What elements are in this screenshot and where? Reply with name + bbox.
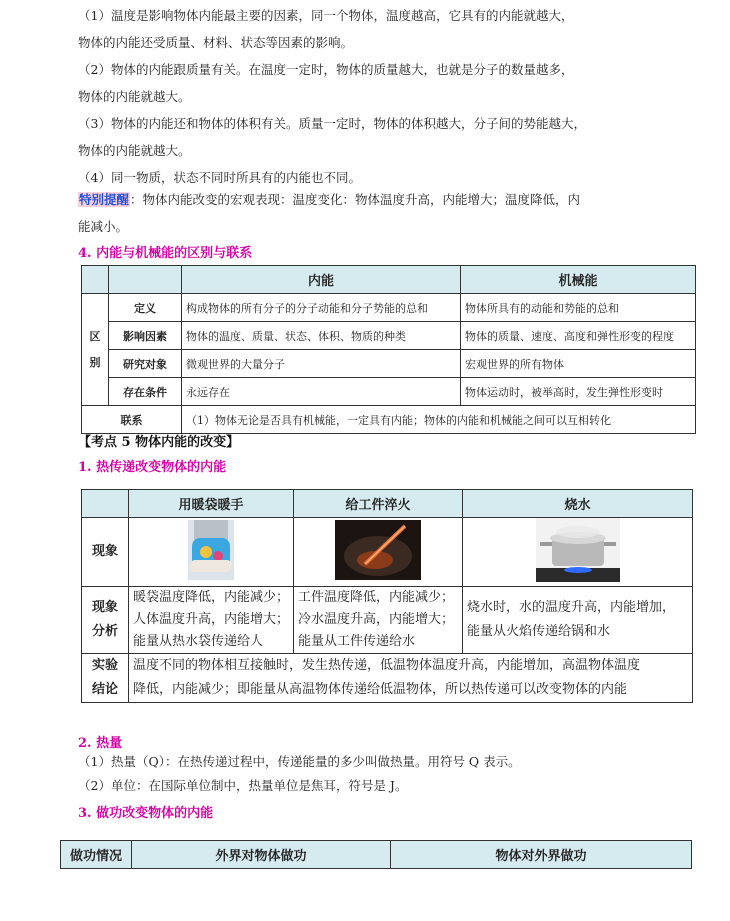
col-header-boiling: 烧水 — [463, 490, 693, 518]
boiling-pot-image — [536, 518, 620, 586]
work-table — [60, 840, 692, 869]
cell-internal-object: 微观世界的大量分子 — [182, 350, 461, 378]
paragraph-3-line-2: 物体的内能就越大。 — [78, 143, 191, 158]
col-header-mechanical: 机械能 — [461, 266, 696, 294]
row-label-conclusion: 实验 结论 — [82, 654, 129, 703]
note-line-2: 能减小。 — [78, 219, 129, 234]
row-label-phenomenon: 现象 — [82, 518, 129, 587]
cell-internal-definition: 构成物体的所有分子的分子动能和分子势能的总和 — [182, 294, 461, 322]
image-cell-hand-warmer — [129, 518, 294, 587]
paragraph-3-line-1: （3）物体的内能还和物体的体积有关。质量一定时，物体的体积越大，分子间的势能越大， — [78, 116, 586, 131]
note-tag: 特别提醒 — [79, 192, 130, 207]
cell-mechanical-factors: 物体的质量、速度、高度和弹性形变的程度 — [461, 322, 696, 350]
table-corner — [82, 266, 109, 294]
col-header-object-on-external: 物体对外界做功 — [391, 841, 692, 869]
quenching-image — [335, 520, 421, 584]
paragraph-1-line-1: （1）温度是影响物体内能最主要的因素，同一个物体，温度越高，它具有的内能就越大， — [78, 8, 574, 23]
col-header-internal: 内能 — [182, 266, 461, 294]
row-label-condition: 存在条件 — [109, 378, 182, 406]
table-corner — [82, 490, 129, 518]
paragraph-4-line-1: （4）同一物质，状态不同时所具有的内能也不同。 — [78, 170, 361, 185]
cell-mechanical-condition: 物体运动时，被举高时，发生弹性形变时 — [461, 378, 696, 406]
col-header-work-situation: 做功情况 — [61, 841, 132, 869]
kaodian-5-title: 【考点 5 物体内能的改变】 — [78, 435, 240, 450]
paragraph-1-line-2: 物体的内能还受质量、材料、状态等因素的影响。 — [78, 35, 354, 50]
row-label-object: 研究对象 — [109, 350, 182, 378]
col-header-external-on-object: 外界对物体做功 — [132, 841, 391, 869]
cell-mechanical-definition: 物体所具有的动能和势能的总和 — [461, 294, 696, 322]
conclusion-cell: 温度不同的物体相互接触时，发生热传递，低温物体温度升高，内能增加，高温物体温度 降低，内能减少；即能量从高温物体传递给低温物体，所以热传递可以改变物体的内能 — [129, 654, 693, 703]
heat-transfer-table — [81, 489, 693, 703]
cell-internal-factors: 物体的温度、质量、状态、体积、物质的种类 — [182, 322, 461, 350]
cell-internal-condition: 永远存在 — [182, 378, 461, 406]
heading-heat: 2. 热量 — [78, 736, 123, 751]
col-header-hand-warmer: 用暖袋暖手 — [129, 490, 294, 518]
internal-vs-mechanical-table — [81, 265, 696, 434]
analysis-boiling: 烧水时，水的温度升高，内能增加， 能量从火焰传递给锅和水 — [463, 587, 693, 654]
hot-water-bag-image — [188, 520, 234, 584]
section-4-heading: 4. 内能与机械能的区别与联系 — [78, 246, 253, 261]
col-header-quenching: 给工件淬火 — [294, 490, 463, 518]
paragraph-2-line-1: （2）物体的内能跟质量有关。在温度一定时，物体的质量越大，也就是分子的数量越多， — [78, 62, 574, 77]
analysis-hand-warmer: 暖袋温度降低，内能减少； 人体温度升高，内能增大； 能量从热水袋传递给人 — [129, 587, 294, 654]
row-label-analysis: 现象 分析 — [82, 587, 129, 654]
group-label-difference: 区别 — [82, 294, 109, 406]
paragraph-2-line-2: 物体的内能就越大。 — [78, 89, 191, 104]
heading-heat-transfer: 1. 热传递改变物体的内能 — [78, 460, 227, 475]
note-text: ：物体内能改变的宏观表现：温度变化：物体温度升高，内能增大；温度降低，内 — [130, 192, 581, 207]
analysis-quenching: 工件温度降低，内能减少； 冷水温度升高，内能增大； 能量从工件传递给水 — [294, 587, 463, 654]
heat-definition: （1）热量（Q）：在热传递过程中，传递能量的多少叫做热量。用符号 Q 表示。 — [78, 754, 521, 769]
image-cell-boiling — [463, 518, 693, 587]
note-line-1 — [78, 191, 580, 209]
image-cell-quenching — [294, 518, 463, 587]
cell-mechanical-object: 宏观世界的所有物体 — [461, 350, 696, 378]
heat-unit: （2）单位：在国际单位制中，热量单位是焦耳，符号是 J。 — [78, 778, 408, 793]
table-corner-2 — [109, 266, 182, 294]
cell-link: （1）物体无论是否具有机械能，一定具有内能；物体的内能和机械能之间可以互相转化 — [182, 406, 696, 434]
row-label-factors: 影响因素 — [109, 322, 182, 350]
row-label-link: 联系 — [82, 406, 182, 434]
row-label-definition: 定义 — [109, 294, 182, 322]
heading-work: 3. 做功改变物体的内能 — [78, 806, 214, 821]
